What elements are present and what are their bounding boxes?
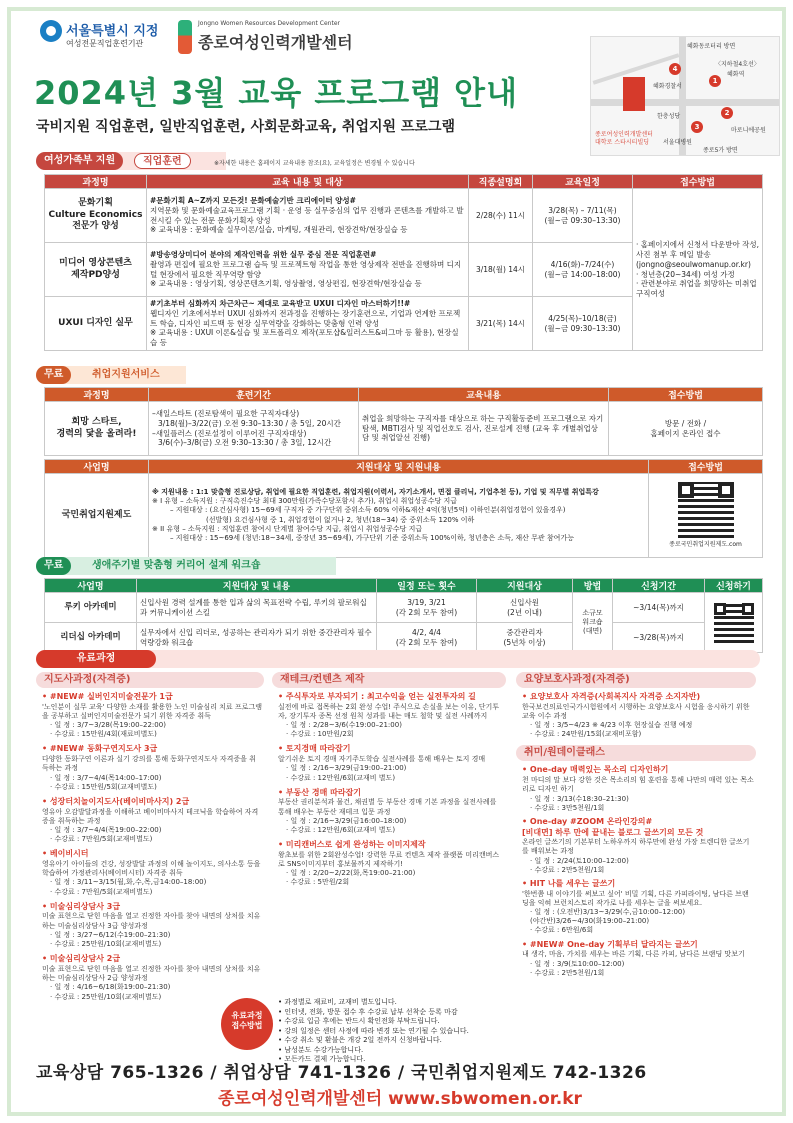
map-label: 혜화역	[727, 71, 745, 78]
map-label: 종로여성인력개발센터	[595, 131, 653, 138]
note-line: • 남성분도 수강가능합니다.	[278, 1045, 364, 1054]
course-detail: ※ 교육내용 : 영상기획, 영상콘텐츠기획, 영상촬영, 영상편집, 현장견학/현장실습 등	[150, 279, 422, 289]
th-schedule: 일정 또는 횟수	[377, 579, 477, 593]
course-title: • 성장터치놀이지도사(베이비마사지) 2급	[42, 796, 190, 806]
course-fee: · 수강료 : 24만원/15회(교재비포함)	[530, 730, 642, 739]
course-detail: ※ 교육내용 : UXUI 이론&실습 및 포트폴리오 제작(포토샵&일러스트&피그마 등 활용), 현장실습 등	[150, 328, 459, 348]
course-item	[42, 692, 262, 739]
workshop-method: 소규모 워크숍 (대면)	[573, 593, 613, 653]
apply-method: · 홈페이지에서 신청서 다운받아 작성, 사진 첨부 후 메일 발송 (jongno@seoulwomanup.or.kr) · 청년층(20~34세) 여성 가정 · 관련분야로 취업을 희망하는 미취업 구직여성	[633, 189, 763, 351]
course-desc: 부동산 권리분석과 물건, 채권별 등 부동산 경매 기본 과정을 실전사례를 통해 배우는 부동산 재테크 입문 과정	[278, 798, 497, 816]
course-title: • 주식투자로 부자되기 : 최고수익을 얻는 실전투자의 길	[278, 692, 476, 701]
course-item	[522, 940, 754, 978]
course-title: • 미술심리상담사 3급	[42, 901, 121, 911]
course-fee: · 수강료 : 15만원/4회(재료비별도)	[50, 730, 157, 739]
course-schedule: · 일 정 : 3/7~3/28(목19:00–22:00)	[50, 721, 166, 730]
course-schedule: · 일 정 : 2/20~2/22(화,목19:00–21:00)	[286, 869, 416, 878]
period-line: 3/6(수)–3/8(금) 오전 9:30–13:30 / 총 3일, 12시간	[158, 438, 332, 448]
course-desc: 영유아기 아이들의 건강, 성장발달 과정의 이해 놀이지도, 의사소통 등을 학습하여 가정관리사(베이비시터) 자격증 취득	[42, 860, 261, 878]
th-period: 신청기간	[613, 579, 705, 593]
course-desc: 온라인 글쓰기의 기본부터 노하우까지 하루만에 완성 가장 트렌디한 글쓰기를 배워보는 과정	[522, 838, 750, 856]
course-schedule: · 일 정 : 3/9(토10:00–12:00)	[530, 959, 625, 968]
course-item	[278, 744, 504, 782]
note-line: • 모든카드 결제 가능합니다.	[278, 1055, 366, 1064]
course-schedule: · 일 정 : 3/13(수18:30–21:30)	[530, 794, 629, 803]
paid-apply-badge: 유료과정 접수방법	[221, 998, 273, 1050]
course-fee: · 수강료 : 25만원/10회(교재비별도)	[50, 992, 162, 1001]
th-method: 방법	[573, 579, 613, 593]
course-headline: #방송영상미디어 분야의 제작인력을 위한 실무 중심 전문 직업훈련#	[150, 250, 377, 259]
th-content: 지원대상 및 내용	[137, 579, 377, 593]
course-title: • #NEW# 실버인지미술전문가 1급	[42, 692, 173, 701]
course-fee: · 수강료 : 2만5천원/1회	[530, 968, 605, 977]
course-title: • #NEW# 동화구연지도사 3급	[42, 744, 158, 754]
logo-designation: 서울특별시 지정	[66, 24, 159, 39]
qr-code-icon[interactable]	[678, 482, 734, 538]
briefing-date: 2/28(수) 11시	[469, 189, 533, 243]
th-apply: 신청하기	[705, 579, 763, 593]
workshop-name: 루키 아카데미	[45, 593, 137, 623]
course-desc: '노인분이 실무 교육' 다양한 소재를 활용한 노인 미술심리 치료 프로그램을 공부하고 실버인지미술전문가 되기 위한 자격증 취득	[42, 702, 262, 720]
th-apply: 접수방법	[633, 175, 763, 189]
col-head: 재테크/컨텐츠 제작	[272, 672, 506, 688]
section2-bar	[36, 366, 186, 384]
th-business: 사업명	[45, 579, 137, 593]
course-title: • 베이비시터	[42, 849, 89, 859]
support-line: ※ 지원내용 : 1:1 맞춤형 진로상담, 취업에 필요한 직업훈련, 취업지원(이력서, 자기소개서, 면접 클리닉, 기업추천 등), 기업 및 직무별 취업특강	[152, 488, 599, 497]
center-mark-icon	[178, 20, 192, 54]
course-fee: · 수강료 : 25만원/10회(교재비별도)	[50, 940, 162, 949]
th-target: 지원대상 및 지원내용	[149, 460, 649, 474]
course-fee: · 수강료 : 12만원/6회(교재비 별도)	[286, 825, 396, 834]
course-schedule: 4/25(목)–10/18(금) (월~금 09:30–13:30)	[533, 297, 633, 351]
course-schedule: · 일 정 : 3/5~4/23 ※ 4/23 이후 현장실습 진행 예정	[530, 721, 693, 730]
th-target: 지원대상	[477, 579, 573, 593]
center-name-ko: 종로여성인력개발센터	[198, 33, 353, 52]
th-content: 교육내용	[359, 388, 609, 402]
map-label: 대학로 스타시티빌딩	[595, 139, 650, 146]
map-label: 서울대병원	[663, 139, 692, 146]
map-pin: 2	[721, 107, 733, 119]
section3-bar	[36, 557, 336, 575]
workshop-schedule: 3/19, 3/21 (각 2회 모두 참여)	[377, 593, 477, 623]
course-desc: 천 마디의 말 보다 강한 것은 목소리의 힘 훈련을 통해 나만의 매력 있는 목소리로 디자인 하기	[522, 776, 754, 794]
qr-code-icon[interactable]	[714, 603, 754, 643]
course-item	[42, 797, 262, 844]
section1-note: ※자세한 내용은 홈페이지 교육내용 참조(요), 교육일정은 변경될 수 있습니다	[214, 160, 415, 167]
course-fee: · 수강료 : 3만5천원/1회	[530, 803, 605, 812]
workshop-desc: 신입사원 경력 설계를 통한 입과 삶의 목표전략 수립, 루키의 팔로워십과 커뮤니케이션 스킬	[137, 593, 377, 623]
center-name-en: Jongno Women Resources Development Center	[198, 20, 340, 27]
col-head: 지도사과정(자격증)	[36, 672, 264, 688]
th-period: 훈련기간	[149, 388, 359, 402]
note-line: • 수강 취소 및 환불은 개강 2일 전까지 신청바랍니다.	[278, 1036, 442, 1045]
course-detail: ※ 교육내용 : 문화예술 실무이론/실습, 마케팅, 재원관리, 현장견학/현장실습 등	[150, 225, 408, 235]
col-head: 요양보호사과정(자격증)	[516, 672, 756, 688]
course-item	[522, 765, 754, 812]
course-schedule: · 일 정 : 3/7~4/4(목14:00–17:00)	[50, 773, 162, 782]
page-title: 2024년 3월 교육 프로그램 안내	[34, 74, 519, 112]
course-name: UXUI 디자인 실무	[45, 297, 147, 351]
course-schedule: · 일 정 : 2/16~3/29(금19:00–21:00)	[286, 764, 407, 773]
course-item	[278, 840, 504, 887]
workshop-desc: 실무자에서 신입 리더로, 성공하는 관리자가 되기 위한 중간관리자 필수 역량강화 워크숍	[137, 623, 377, 653]
workshop-name: 리더십 아카데미	[45, 623, 137, 653]
paid-section-title: 유료과정	[36, 650, 156, 668]
course-title: • One-day #ZOOM 온라인강의# [비대면] 하루 만에 끝내는 블로그 글쓰기의 모든 것	[522, 816, 704, 837]
course-item	[42, 849, 262, 896]
period-line: 3/18(월)–3/22(금) 오전 9:30–13:30 / 총 5일, 20시간	[158, 418, 341, 428]
seoul-logo	[40, 18, 170, 58]
course-fee: · 수강료 : 7만원/5회(교재비별도)	[50, 887, 153, 896]
course-headline: #기초부터 심화까지 차근차근~ 제대로 교육받고 UXUI 디자인 마스터하기!!#	[150, 299, 411, 309]
section1-bar	[36, 152, 226, 170]
col-head: 취미/원데이클래스	[516, 745, 756, 761]
course-desc: 미술 표현으로 닫힌 마음을 열고 진정한 자아를 찾아 내면의 상처를 치유하는 미술심리상담사 2급 양성과정	[42, 964, 261, 983]
course-item	[522, 692, 754, 739]
course-item	[42, 954, 262, 1001]
business-name: 국민취업지원제도	[45, 474, 149, 558]
section2-label: 취업지원서비스	[92, 369, 160, 380]
course-item	[42, 902, 262, 949]
course-desc: 지역문화 및 문화예술교육프로그램 기획 · 운영 등 실무중심의 업무 진행과 콘텐츠를 개발하고 발전시킬 수 있는 전문 문화기획자 양성	[150, 205, 464, 225]
center-building-icon	[623, 77, 645, 111]
course-item	[278, 788, 504, 835]
course-desc: 다양한 동화구연 이론과 실기 강의를 통해 동화구연지도사 자격증을 취득하는 과정	[42, 755, 256, 773]
th-briefing: 직종설명회	[469, 175, 533, 189]
course-title: • HIT 나를 세우는 글쓰기	[522, 879, 616, 888]
section3-tag: 무료	[36, 557, 71, 575]
course-fee: · 수강료 : 5만원/2회	[286, 878, 350, 887]
national-support-table	[44, 459, 763, 558]
course-desc: 촬영과 편집에 필요한 프로그램 습득 및 프로젝트형 작업을 통한 영상제작 전반을 진행하며 디지털 현장에서 필요한 직무역량 함양	[150, 259, 462, 279]
course-fee: · 수강료 : 6만원/6회	[530, 926, 594, 935]
course-headline: #문화기획 A~Z까지 모든것! 문화예술기반 크리에이터 양성#	[150, 196, 356, 205]
course-schedule: · 일 정 : 2/16~3/29(금16:00–18:00)	[286, 816, 407, 825]
map-label: 〈지하철4호선〉	[715, 61, 760, 68]
workshop-period: ~3/28(목)까지	[613, 623, 705, 653]
course-schedule: · 일 정 : (오전반)3/13~3/29(수,금10:00–12:00) (야간반)3/26~4/30(화19:00–21:00)	[530, 908, 686, 926]
col-finance	[272, 672, 506, 893]
course-desc: 알기쉬운 토지 경매 자기주도학습 실전사례를 통해 배우는 토지 경매	[278, 755, 486, 764]
course-title: • 미리캔버스로 쉽게 완성하는 이미지제작	[278, 840, 426, 850]
note-line: • 강의 일정은 센터 사정에 따라 변경 또는 연기될 수 있습니다.	[278, 1026, 469, 1035]
support-line: – 지원대상 : 15~69세 (청년:18~34세, 중장년 35~69세), 가구단위 기준 중위소득 100%이하, 청년층은 소득, 재산 무관 참여가능	[170, 533, 574, 542]
course-item	[278, 692, 504, 739]
workshop-period: ~3/14(목)까지	[613, 593, 705, 623]
col-care	[516, 672, 756, 982]
workshop-target: 중간관리자 (5년차 이상)	[477, 623, 573, 653]
page-subtitle: 국비지원 직업훈련, 일반직업훈련, 사회문화교육, 취업지원 프로그램	[36, 119, 455, 135]
course-fee: · 수강료 : 2만5천원/1회	[530, 865, 605, 874]
course-schedule: · 일 정 : 4/16~6/18(화19:00–21:30)	[50, 983, 171, 992]
program-content: 취업을 희망하는 구직자를 대상으로 하는 구직활동준비 프로그램으로 자기탐색, MBTI검사 및 직업선호도 검사, 진로설계 진행 (교육 후 개별취업상담 및 취업알선 진행)	[359, 402, 609, 456]
course-desc: 실전에 바로 접목하는 2회 완성 수업! 주식으로 손실을 보는 이유, 단기투자, 장기투자 종목 선정 원칙 성과를 내는 매도 철학 및 실전 사례까지	[278, 702, 500, 720]
course-fee: · 수강료 : 7만원/5회(교재비별도)	[50, 835, 153, 844]
course-title: • 요양보호사 자격증(사회복지사 자격증 소지자반)	[522, 692, 701, 701]
note-line: • 인터넷, 전화, 방문 접수 후 수강료 납부 선착순 등록 마감	[278, 1007, 458, 1016]
course-desc: 왕초보를 위한 2회완성수업! 강력한 무료 컨텐츠 제작 플랫폼 미리캔버스로 SNS이미지부터 홍보물까지 제작하기!	[278, 850, 500, 868]
course-schedule: · 일 정 : 3/27~6/12(수19:00–21:30)	[50, 930, 171, 939]
course-fee: · 수강료 : 15만원/5회(교재비별도)	[50, 782, 157, 791]
training-table	[44, 174, 763, 351]
program-name: 희망 스타트, 경력의 닻을 올려라!	[45, 402, 149, 456]
course-name: 미디어 영상콘텐츠 제작PD양성	[45, 243, 147, 297]
course-item	[522, 879, 754, 936]
course-schedule: · 일 정 : 2/24(토10:00–12:00)	[530, 856, 629, 865]
workshop-table	[44, 578, 763, 653]
note-line: • 수강료 입금 후에는 반드시 확인전화 부탁드립니다.	[278, 1017, 440, 1026]
contact-phones: 교육상담 765-1326 / 취업상담 741-1326 / 국민취업지원제도 742-1326	[36, 1063, 647, 1083]
th-schedule: 교육일정	[533, 175, 633, 189]
course-schedule: 4/16(화)–7/24(수) (월~금 14:00–18:00)	[533, 243, 633, 297]
th-course: 과정명	[45, 388, 149, 402]
course-schedule: · 일 정 : 3/11~3/15(월,화,수,목,금14:00–18:00)	[50, 878, 207, 887]
section1-label: 직업훈련	[134, 153, 191, 169]
period-line: –새일스타트 (진로탐색이 필요한 구직자대상)	[152, 409, 300, 418]
course-item	[42, 744, 262, 791]
map-pin: 3	[691, 121, 703, 133]
th-apply: 접수방법	[649, 460, 763, 474]
course-schedule: 3/28(목) – 7/11(목) (월~금 09:30–13:30)	[533, 189, 633, 243]
course-title: • 부동산 경매 따라잡기	[278, 787, 362, 797]
map-label: 종로5가 방면	[703, 147, 738, 154]
period-line: –새일플러스 (진로설정이 이루어진 구직자대상)	[152, 428, 307, 438]
section3-label: 생애주기별 맞춤형 커리어 설계 워크숍	[92, 560, 261, 571]
course-desc: 미술 표현으로 닫힌 마음을 열고 진정한 자아를 찾아 내면의 상처를 치유하는 미술심리상담사 3급 양성과정	[42, 912, 261, 930]
seoul-mark-icon	[40, 20, 62, 42]
course-desc: 웹디자인 기초에서부터 UXUI 심화까지 전과정을 진행하는 장기훈련으로, 기업과 연계한 프로젝트 학습, 디자인 피드백 등 현장 실무역량을 강화하는 맞춤형 인력 양성	[150, 308, 461, 328]
note-line: • 과정별로 재료비, 교재비 별도입니다.	[278, 998, 397, 1006]
course-name: 문화기획 Culture Economics 전문가 양성	[45, 189, 147, 243]
map-label: 혜화경찰서	[653, 83, 682, 90]
col-instructor	[36, 672, 264, 1007]
support-line: ※ II 유형 – 소득지원 : 직업훈련 참여시 단계별 참여수당 지급, 취업시 취업성공수당 지급	[152, 524, 423, 533]
th-business: 사업명	[45, 460, 149, 474]
course-title: • One-day 매력있는 목소리 디자인하기	[522, 765, 669, 775]
location-map	[590, 36, 780, 156]
course-desc: 영유아 오감발달과정을 이해하고 베이비마사지 테크닉을 학습하여 자격증을 취득하는 과정	[42, 807, 259, 825]
map-pin: 1	[709, 75, 721, 87]
support-line: (선발형) 요건심사형 중 1, 취업경험이 없거나 2, 청년(18~34) 중 중위소득 120% 이하	[206, 515, 475, 524]
apply-site[interactable]: 종로국민취업지원제도.com	[669, 541, 742, 549]
course-schedule: · 일 정 : 2/28~3/6(수19:00–21:00)	[286, 721, 402, 730]
th-apply: 접수방법	[609, 388, 763, 402]
support-line: – 지원대상 : (요건심사형) 15~69세 구직자 중 가구단위 중위소득 60% 이하&재산 4억(청년5억) 이하인분(취업경험이 있을경우)	[170, 506, 566, 515]
course-title: • 미술심리상담사 2급	[42, 954, 121, 964]
course-desc: 한국보건의료인국가시험원에서 시행하는 요양보호사 시험을 응시하기 위한 교육 이수 과정	[522, 702, 750, 720]
support-line: ※ I 유형 – 소득지원 : 구직촉진수당 최대 300만원(가족수당포함시 추가), 취업시 취업성공수당 지급	[152, 497, 457, 506]
th-content: 교육 내용 및 대상	[147, 175, 469, 189]
workshop-schedule: 4/2, 4/4 (각 2회 모두 참여)	[377, 623, 477, 653]
course-fee: · 수강료 : 12만원/6회(교재비 별도)	[286, 773, 396, 782]
th-course: 과정명	[45, 175, 147, 189]
paid-section-bar	[36, 650, 760, 668]
course-desc: 내 생각, 마음, 가치를 세우는 바른 기획, 다른 카피, 남다른 브랜딩 맛보기	[522, 950, 745, 959]
map-label: 한충성당	[657, 113, 681, 120]
course-desc: '한번쯤 내 이야기를 써보고 싶어' 비밀 기획, 다른 카피라이팅, 남다른 브랜딩을 익혀 브런치스토리 작가로 나를 세우는 글을 써보세요.	[522, 889, 749, 907]
map-pin: 4	[669, 63, 681, 75]
program-apply: 방문 / 전화 / 홈페이지 온라인 접수	[609, 402, 763, 456]
course-item	[522, 817, 754, 875]
course-schedule: · 일 정 : 3/7~4/4(목19:00–22:00)	[50, 825, 162, 834]
course-fee: · 수강료 : 10만원/2회	[286, 730, 354, 739]
paid-notes	[278, 998, 506, 1065]
map-label: 혜화동로터리 방면	[687, 43, 736, 50]
section1-tag: 여성가족부 지원	[36, 152, 123, 170]
center-website[interactable]: 종로여성인력개발센터 www.sbwomen.or.kr	[218, 1089, 582, 1109]
section2-tag: 무료	[36, 366, 71, 384]
center-logo	[178, 18, 418, 58]
briefing-date: 3/21(목) 14시	[469, 297, 533, 351]
employment-table	[44, 387, 763, 456]
course-title: • 토지경매 따라잡기	[278, 744, 351, 754]
course-title: • #NEW# One-day 기획부터 달라지는 글쓰기	[522, 939, 698, 949]
logo-designation-sub: 여성전문직업훈련기관	[66, 39, 144, 48]
briefing-date: 3/18(월) 14시	[469, 243, 533, 297]
workshop-target: 신입사원 (2년 이내)	[477, 593, 573, 623]
map-label: 마로니에공원	[731, 127, 766, 134]
